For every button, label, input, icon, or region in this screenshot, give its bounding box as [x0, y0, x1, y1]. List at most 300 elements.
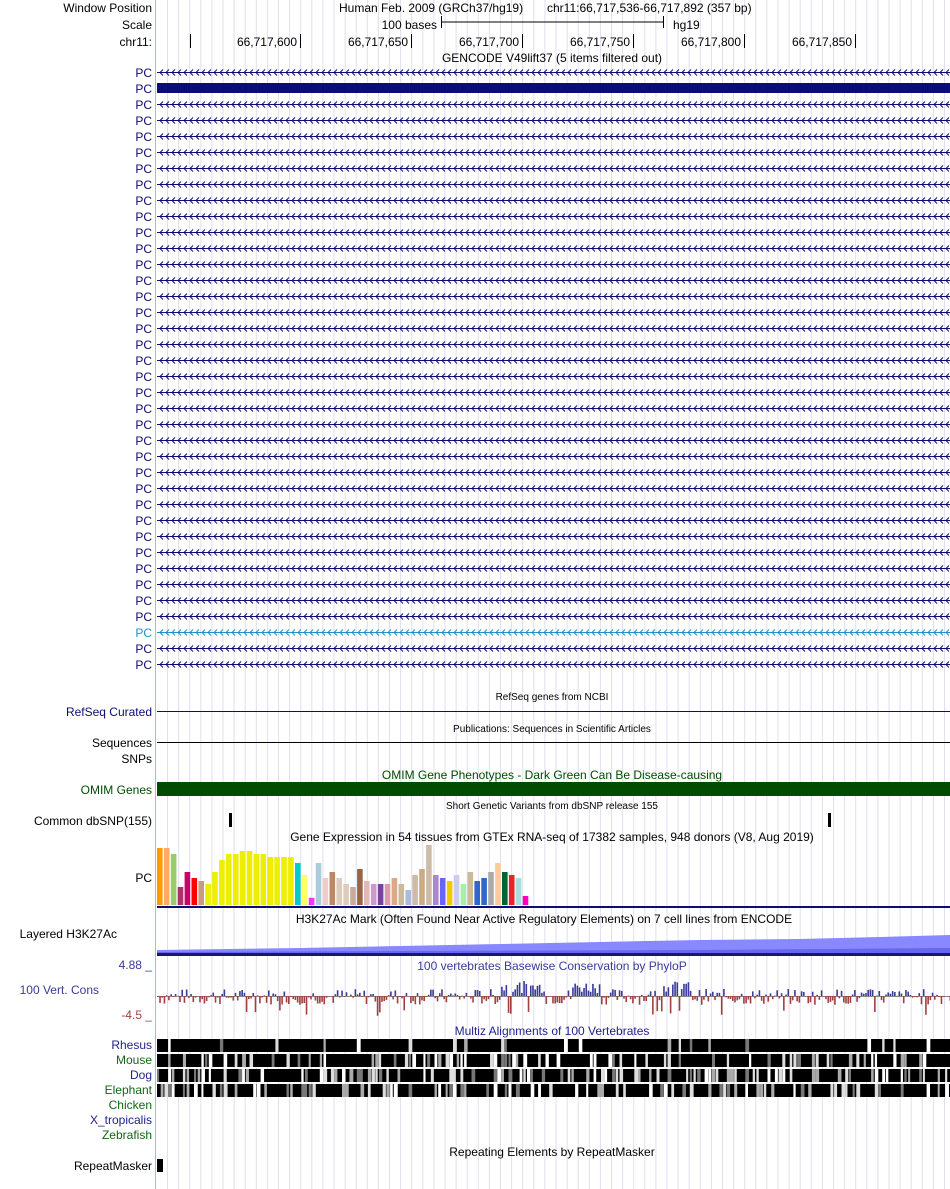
multiz-species-labels[interactable]: [90, 1038, 153, 1142]
gencode-row-label[interactable]: PC: [135, 610, 152, 624]
gtex-tissue-bar[interactable]: [219, 860, 225, 905]
phylop-score-bar: [435, 996, 437, 998]
gencode-transcript-row[interactable]: [135, 642, 950, 656]
phylop-score-bar: [297, 996, 299, 1003]
phylop-score-bar: [690, 991, 692, 996]
phylop-score-bar: [823, 996, 825, 997]
phylop-score-bar: [237, 996, 239, 1000]
gencode-transcript-row[interactable]: [135, 418, 950, 432]
multiz-species-label[interactable]: X_tropicalis: [89, 1113, 152, 1127]
gencode-row-label[interactable]: PC: [135, 178, 152, 192]
phylop-score-bar: [257, 995, 259, 996]
repeatmasker-element[interactable]: [157, 1159, 163, 1172]
phylop-score-bar: [577, 986, 579, 996]
phylop-score-bar: [898, 991, 900, 996]
gencode-row-label[interactable]: PC: [135, 258, 152, 272]
gencode-transcript-row[interactable]: [135, 370, 950, 384]
phylop-score-bar: [854, 990, 856, 996]
gencode-row-label[interactable]: PC: [135, 210, 152, 224]
phylop-score-bar: [603, 996, 605, 998]
gtex-tissue-bar[interactable]: [205, 884, 211, 905]
gencode-row-label[interactable]: PC: [135, 482, 152, 496]
gtex-tissue-bar[interactable]: [502, 872, 508, 905]
phylop-score-bar: [865, 993, 867, 996]
gencode-transcript-row[interactable]: [135, 82, 950, 96]
gencode-transcript-row[interactable]: [135, 482, 950, 496]
phylop-score-bar: [583, 988, 585, 996]
phylop-score-bar: [406, 993, 408, 996]
multiz-alignment-blocks[interactable]: [157, 1039, 950, 1097]
gtex-tissue-bar[interactable]: [447, 881, 453, 905]
gencode-transcript-row[interactable]: [135, 226, 950, 240]
gencode-row-label[interactable]: PC: [135, 354, 152, 368]
phylop-score-bar: [859, 996, 861, 998]
phylop-score-bar: [614, 990, 616, 996]
gencode-row-label[interactable]: PC: [135, 450, 152, 464]
phylop-score-bar: [612, 989, 614, 996]
phylop-score-bar: [676, 982, 678, 996]
phylop-score-bar: [657, 996, 659, 1011]
gtex-tissue-bar[interactable]: [495, 863, 501, 905]
phylop-score-bar: [279, 996, 281, 1010]
phylop-score-bar: [399, 996, 401, 997]
h3k27ac-track-title: H3K27Ac Mark (Often Found Near Active Regulatory Elements) on 7 cell lines from ENCODE: [295, 912, 793, 926]
gencode-row-label[interactable]: PC: [135, 514, 152, 528]
phylop-score-bar: [497, 996, 499, 1002]
scale-bar-text: 100 bases: [381, 18, 437, 32]
phylop-score-bar: [561, 996, 563, 1003]
gtex-track-label[interactable]: PC: [135, 871, 152, 885]
multiz-species-alignment[interactable]: [157, 1069, 950, 1082]
gencode-row-label[interactable]: PC: [135, 130, 152, 144]
phylop-score-bar: [790, 996, 792, 1004]
phylop-score-bar: [494, 996, 496, 1004]
phylop-min-label: -4.5 _: [121, 1008, 152, 1022]
phylop-score-bar: [537, 986, 539, 996]
multiz-species-alignment[interactable]: [157, 1084, 950, 1097]
phylop-score-bar: [759, 990, 761, 996]
gtex-tissue-bar[interactable]: [468, 872, 474, 905]
phylop-score-bar: [699, 990, 701, 996]
gencode-row-label[interactable]: PC: [135, 498, 152, 512]
gtex-tissue-bar[interactable]: [226, 854, 232, 905]
phylop-score-bar: [319, 996, 321, 1003]
phylop-score-bar: [459, 996, 461, 999]
gtex-tissue-bar[interactable]: [523, 896, 529, 905]
phylop-score-bar: [186, 990, 188, 996]
phylop-score-bar: [685, 984, 687, 996]
gencode-transcript-row[interactable]: [135, 130, 950, 144]
phylop-score-bar: [179, 996, 181, 1002]
gencode-row-label[interactable]: PC: [135, 626, 152, 640]
phylop-score-bar: [585, 984, 587, 996]
multiz-species-label[interactable]: Dog: [129, 1068, 152, 1082]
gtex-tissue-bar[interactable]: [261, 854, 267, 905]
ruler-tick-label: 66,717,750: [569, 35, 630, 49]
phylop-score-bar: [605, 996, 607, 1005]
phylop-score-bar: [925, 996, 927, 1015]
phylop-score-bar: [213, 993, 215, 996]
gtex-tissue-bar[interactable]: [178, 887, 184, 905]
phylop-score-bar: [557, 996, 559, 1002]
ruler-tick-label: 66,717,650: [347, 35, 408, 49]
phylop-score-bar: [454, 993, 456, 996]
phylop-score-bar: [355, 989, 357, 996]
gencode-row-label[interactable]: PC: [135, 242, 152, 256]
gencode-row-label[interactable]: PC: [135, 562, 152, 576]
gtex-tissue-bar[interactable]: [364, 881, 370, 905]
phylop-score-bar: [308, 996, 310, 998]
gencode-transcript-row[interactable]: [135, 578, 950, 592]
phylop-score-bar: [597, 993, 599, 996]
gtex-tissue-bar[interactable]: [192, 878, 198, 905]
dbsnp-track-label[interactable]: Common dbSNP(155): [33, 814, 152, 828]
gtex-tissue-bar[interactable]: [461, 884, 467, 905]
gtex-tissue-bar[interactable]: [295, 863, 301, 905]
gencode-row-label[interactable]: PC: [135, 66, 152, 80]
gencode-transcript-row[interactable]: [135, 434, 950, 448]
phylop-score-bar: [887, 992, 889, 996]
gtex-tissue-bar[interactable]: [254, 854, 260, 905]
phylop-score-bar: [734, 996, 736, 1002]
gencode-transcript-row[interactable]: [135, 98, 950, 112]
gtex-tissue-bar[interactable]: [474, 881, 480, 905]
gencode-row-label[interactable]: PC: [135, 274, 152, 288]
gtex-tissue-bar[interactable]: [371, 884, 377, 905]
phylop-score-bar: [492, 995, 494, 996]
gencode-transcript-row[interactable]: [135, 402, 950, 416]
h3k27ac-track-label[interactable]: Layered H3K27Ac: [19, 927, 117, 941]
gencode-transcript-row[interactable]: [135, 114, 950, 128]
dbsnp-variant-mark[interactable]: [229, 813, 232, 827]
phylop-score-bar: [428, 995, 430, 996]
gencode-transcript-row[interactable]: [135, 450, 950, 464]
phylop-score-bar: [845, 996, 847, 1003]
gencode-transcript-row[interactable]: [135, 466, 950, 480]
phylop-score-bar: [412, 996, 414, 1001]
gencode-row-label[interactable]: PC: [135, 402, 152, 416]
phylop-score-bar: [932, 993, 934, 996]
gencode-transcript-row[interactable]: [135, 258, 950, 272]
gencode-row-label[interactable]: PC: [135, 98, 152, 112]
gtex-tissue-bar[interactable]: [316, 863, 322, 905]
gencode-row-label[interactable]: PC: [135, 642, 152, 656]
phylop-score-bar: [375, 996, 377, 1002]
phylop-score-bar: [841, 991, 843, 996]
phylop-score-bar: [821, 990, 823, 996]
gencode-row-label[interactable]: PC: [135, 82, 152, 96]
gtex-tissue-bar[interactable]: [399, 884, 405, 905]
gtex-tissue-bar[interactable]: [247, 851, 253, 905]
gencode-transcript-row[interactable]: [135, 658, 950, 672]
phylop-score-bar: [514, 989, 516, 996]
gtex-tissue-bar[interactable]: [516, 878, 522, 905]
phylop-score-bar: [832, 996, 834, 1000]
multiz-species-label[interactable]: Mouse: [115, 1053, 152, 1067]
gencode-row-label[interactable]: PC: [135, 194, 152, 208]
gtex-tissue-bar[interactable]: [198, 881, 204, 905]
dbsnp-variant-mark[interactable]: [828, 813, 831, 827]
gencode-transcript-row[interactable]: [135, 322, 950, 336]
gencode-transcript-row[interactable]: [135, 242, 950, 256]
gtex-tissue-bar[interactable]: [509, 875, 515, 905]
gencode-row-label[interactable]: PC: [135, 386, 152, 400]
gencode-track[interactable]: [135, 66, 950, 672]
phylop-score-bar: [943, 996, 945, 997]
gtex-tissue-bar[interactable]: [350, 887, 356, 905]
ruler-tick-label: 66,717,850: [791, 35, 852, 49]
phylop-score-bar: [204, 996, 206, 1004]
phylop-score-bar: [530, 986, 532, 996]
ruler-tick-label: 66,717,700: [458, 35, 519, 49]
phylop-score-bar: [188, 996, 190, 998]
gtex-tissue-bar[interactable]: [454, 875, 460, 905]
phylop-score-bar: [776, 990, 778, 996]
gencode-row-label[interactable]: PC: [135, 434, 152, 448]
phylop-score-bar: [756, 995, 758, 996]
scale-db-label: hg19: [673, 18, 700, 32]
multiz-species-alignment[interactable]: [157, 1039, 950, 1052]
phylop-score-bar: [761, 996, 763, 1001]
phylop-score-bar: [847, 996, 849, 1004]
gencode-row-label[interactable]: PC: [135, 546, 152, 560]
gtex-tissue-bar[interactable]: [392, 878, 398, 905]
gencode-transcript-row[interactable]: [135, 546, 950, 560]
phylop-score-bar: [501, 987, 503, 996]
gtex-tissue-bar[interactable]: [288, 857, 294, 905]
gtex-tissue-bar[interactable]: [440, 878, 446, 905]
phylop-score-bar: [381, 996, 383, 1002]
phylop-score-bar: [546, 996, 548, 1004]
phylop-score-bar: [390, 992, 392, 996]
gtex-tissue-bar[interactable]: [164, 848, 170, 905]
phylop-score-bar: [825, 996, 827, 999]
phylop-score-bar: [918, 993, 920, 996]
multiz-species-label[interactable]: Elephant: [104, 1083, 152, 1097]
gencode-row-label[interactable]: PC: [135, 322, 152, 336]
gencode-transcript-row[interactable]: [135, 354, 950, 368]
publications-label-snps[interactable]: SNPs: [121, 752, 152, 766]
gencode-row-label[interactable]: PC: [135, 578, 152, 592]
phylop-score-bar: [226, 996, 228, 998]
gtex-tissue-bar[interactable]: [378, 884, 384, 905]
phylop-score-bar: [807, 996, 809, 1003]
phylop-conservation-plot[interactable]: [157, 981, 950, 1016]
publications-label-sequences[interactable]: Sequences: [91, 736, 152, 750]
refseq-track-label[interactable]: RefSeq Curated: [65, 705, 152, 719]
phylop-score-bar: [252, 993, 254, 996]
gencode-transcript-row[interactable]: [135, 514, 950, 528]
gtex-tissue-bar[interactable]: [433, 875, 439, 905]
phylop-score-bar: [608, 996, 610, 998]
gencode-row-label[interactable]: PC: [135, 146, 152, 160]
omim-gene-bar[interactable]: [157, 782, 950, 796]
chrom-label: chr11:: [119, 35, 152, 49]
phylop-score-bar: [161, 996, 163, 998]
gencode-row-label[interactable]: PC: [135, 226, 152, 240]
phylop-score-bar: [395, 990, 397, 996]
gtex-tissue-bar[interactable]: [405, 890, 411, 905]
refseq-track-title: RefSeq genes from NCBI: [495, 692, 609, 703]
phylop-score-bar: [712, 992, 714, 996]
phylop-score-bar: [765, 995, 767, 996]
gencode-transcript-row[interactable]: [135, 594, 950, 608]
phylop-score-bar: [281, 996, 283, 1004]
phylop-score-bar: [670, 996, 672, 1013]
gencode-transcript-row[interactable]: [135, 386, 950, 400]
gencode-transcript-row[interactable]: [135, 562, 950, 576]
gtex-tissue-bar[interactable]: [281, 857, 287, 905]
gencode-row-label[interactable]: PC: [135, 594, 152, 608]
phylop-score-bar: [725, 996, 727, 997]
gencode-row-label[interactable]: PC: [135, 530, 152, 544]
gencode-transcript-row[interactable]: [135, 178, 950, 192]
base-grid-lines: [168, 0, 945, 1189]
multiz-species-label[interactable]: Rhesus: [111, 1038, 152, 1052]
phylop-track-label[interactable]: 100 Vert. Cons: [19, 983, 99, 997]
gtex-tissue-bar[interactable]: [488, 872, 494, 905]
multiz-species-alignment[interactable]: [157, 1054, 950, 1067]
gtex-tissue-bar[interactable]: [157, 848, 163, 905]
gencode-transcript-row[interactable]: [135, 290, 950, 304]
phylop-score-bar: [541, 993, 543, 996]
gtex-tissue-bar[interactable]: [357, 869, 363, 905]
multiz-species-label[interactable]: Chicken: [108, 1098, 152, 1112]
gencode-transcript-row[interactable]: [135, 194, 950, 208]
phylop-score-bar: [277, 996, 279, 1001]
ruler-header[interactable]: [63, 1, 855, 49]
phylop-score-bar: [230, 996, 232, 998]
gtex-expression-bars[interactable]: [157, 845, 528, 905]
gencode-row-label[interactable]: PC: [135, 114, 152, 128]
phylop-score-bar: [521, 993, 523, 996]
phylop-score-bar: [246, 996, 248, 1012]
phylop-score-bar: [235, 993, 237, 996]
gtex-tissue-bar[interactable]: [185, 872, 191, 905]
phylop-score-bar: [326, 996, 328, 998]
multiz-species-label[interactable]: Zebrafish: [101, 1128, 152, 1142]
repeatmasker-track-label[interactable]: RepeatMasker: [73, 1159, 152, 1173]
gtex-tissue-bar[interactable]: [426, 845, 432, 905]
phylop-score-bar: [723, 989, 725, 996]
phylop-score-bar: [839, 996, 841, 998]
gtex-tissue-bar[interactable]: [330, 872, 336, 905]
gtex-tissue-bar[interactable]: [240, 851, 246, 905]
gtex-tissue-bar[interactable]: [385, 884, 391, 905]
gencode-transcript-row[interactable]: [135, 66, 950, 80]
gtex-tissue-bar[interactable]: [233, 854, 239, 905]
phylop-score-bar: [503, 990, 505, 996]
gencode-row-label[interactable]: PC: [135, 658, 152, 672]
phylop-score-bar: [688, 982, 690, 996]
gtex-tissue-bar[interactable]: [309, 898, 315, 905]
gtex-tissue-bar[interactable]: [343, 884, 349, 905]
gencode-exon-block[interactable]: [157, 83, 950, 93]
phylop-score-bar: [836, 990, 838, 996]
phylop-score-bar: [819, 996, 821, 1000]
phylop-score-bar: [483, 996, 485, 999]
gencode-row-label[interactable]: PC: [135, 306, 152, 320]
phylop-score-bar: [863, 994, 865, 996]
phylop-score-bar: [526, 984, 528, 996]
gencode-row-label[interactable]: PC: [135, 370, 152, 384]
gencode-transcript-row[interactable]: [135, 338, 950, 352]
phylop-score-bar: [388, 995, 390, 996]
phylop-score-bar: [801, 991, 803, 996]
gencode-transcript-row[interactable]: [135, 274, 950, 288]
phylop-score-bar: [870, 989, 872, 996]
phylop-score-bar: [470, 996, 472, 999]
gencode-row-label[interactable]: PC: [135, 338, 152, 352]
gtex-tissue-bar[interactable]: [212, 872, 218, 905]
phylop-score-bar: [261, 996, 263, 997]
phylop-score-bar: [623, 996, 625, 999]
gtex-tissue-bar[interactable]: [302, 875, 308, 905]
phylop-score-bar: [563, 996, 565, 1000]
phylop-score-bar: [696, 996, 698, 1001]
phylop-score-bar: [201, 996, 203, 999]
phylop-score-bar: [645, 996, 647, 1001]
gtex-tissue-bar[interactable]: [419, 869, 425, 905]
omim-track-label[interactable]: OMIM Genes: [80, 783, 152, 797]
gencode-transcript-row[interactable]: [135, 162, 950, 176]
gtex-tissue-bar[interactable]: [412, 875, 418, 905]
gtex-tissue-bar[interactable]: [171, 854, 177, 905]
phylop-score-bar: [752, 991, 754, 996]
phylop-score-bar: [701, 996, 703, 1005]
gencode-row-label[interactable]: PC: [135, 466, 152, 480]
gencode-row-label[interactable]: PC: [135, 290, 152, 304]
phylop-score-bar: [417, 993, 419, 996]
gencode-row-label[interactable]: PC: [135, 418, 152, 432]
gtex-tissue-bar[interactable]: [481, 878, 487, 905]
gencode-transcript-row[interactable]: [135, 626, 950, 640]
gencode-transcript-row[interactable]: [135, 498, 950, 512]
phylop-score-bar: [361, 996, 363, 997]
phylop-score-bar: [610, 993, 612, 996]
phylop-score-bar: [827, 996, 829, 1003]
gtex-tissue-bar[interactable]: [323, 878, 329, 905]
phylop-score-bar: [881, 996, 883, 1000]
gencode-transcript-row[interactable]: [135, 610, 950, 624]
phylop-score-bar: [232, 996, 234, 1001]
gtex-tissue-bar[interactable]: [274, 857, 280, 905]
phylop-score-bar: [721, 996, 723, 1015]
gencode-transcript-row[interactable]: [135, 306, 950, 320]
gtex-tissue-bar[interactable]: [267, 857, 273, 905]
phylop-score-bar: [343, 996, 345, 997]
gtex-tissue-bar[interactable]: [336, 878, 342, 905]
phylop-score-bar: [785, 995, 787, 996]
phylop-score-bar: [852, 995, 854, 996]
phylop-score-bar: [441, 989, 443, 996]
phylop-score-bar: [486, 996, 488, 1001]
phylop-score-bar: [272, 993, 274, 996]
phylop-score-bar: [625, 996, 627, 1002]
phylop-score-bar: [299, 996, 301, 1005]
gencode-row-label[interactable]: PC: [135, 162, 152, 176]
phylop-score-bar: [421, 996, 423, 1000]
h3k27ac-signal[interactable]: [157, 935, 950, 956]
gencode-transcript-row[interactable]: [135, 530, 950, 544]
gencode-transcript-row[interactable]: [135, 210, 950, 224]
gencode-transcript-row[interactable]: [135, 146, 950, 160]
phylop-score-bar: [650, 991, 652, 996]
phylop-score-bar: [499, 996, 501, 1000]
phylop-score-bar: [659, 996, 661, 1000]
phylop-score-bar: [923, 989, 925, 996]
phylop-score-bar: [741, 994, 743, 996]
